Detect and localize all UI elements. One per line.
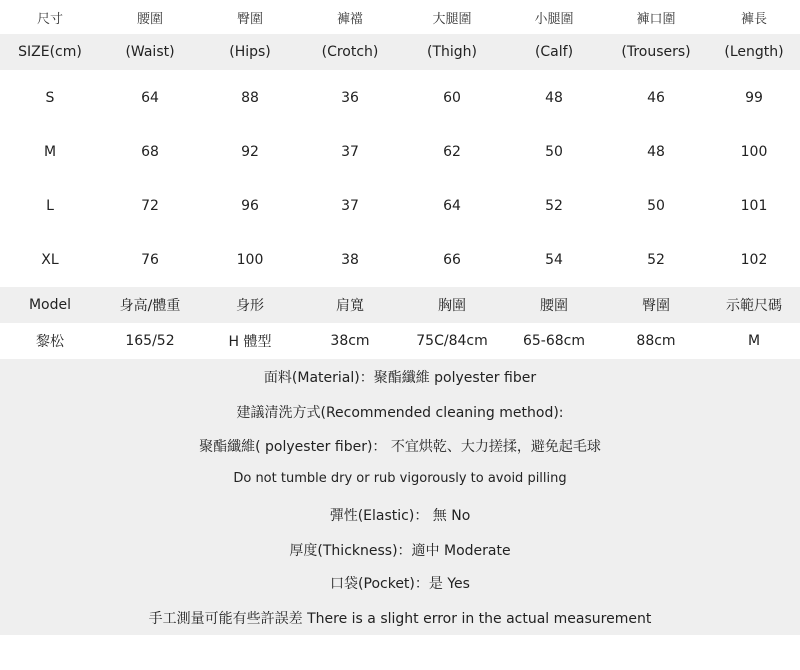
header-length-en: (Length) <box>724 44 784 60</box>
size-row-s <box>0 71 800 125</box>
header-crotch-en: (Crotch) <box>321 44 379 60</box>
header-hips-zh: 臀圍 <box>236 11 263 27</box>
cleaning-instruction-zh: 聚酯纖維( polyester fiber)： 不宜烘乾、大力搓揉，避免起毛球 <box>199 439 601 455</box>
size-row-xl <box>0 233 800 287</box>
table-cell: 76 <box>141 252 159 268</box>
model-waist: 65-68cm <box>522 333 585 349</box>
header-hips-en: (Hips) <box>229 44 271 60</box>
header-thigh-zh: 大腿圍 <box>432 11 472 27</box>
table-cell: 68 <box>141 144 159 160</box>
table-cell: 48 <box>545 90 563 106</box>
table-cell: 72 <box>141 198 159 214</box>
table-cell: 38 <box>341 252 359 268</box>
table-cell: 64 <box>141 90 159 106</box>
pocket-note: 口袋(Pocket)：是 Yes <box>330 576 470 592</box>
material-note: 面料(Material)：聚酯纖維 polyester fiber <box>263 370 537 386</box>
model-body-shape: H 體型 <box>228 334 272 350</box>
model-name: 黎松 <box>36 334 64 350</box>
table-cell: 52 <box>647 252 665 268</box>
table-cell: S <box>45 90 55 106</box>
header-height-weight: 身高/體重 <box>119 298 181 314</box>
table-cell: 36 <box>341 90 359 106</box>
header-calf-zh: 小腿圍 <box>534 11 574 27</box>
model-hips: 88cm <box>636 333 676 349</box>
table-cell: 46 <box>647 90 665 106</box>
table-cell: 62 <box>443 144 461 160</box>
cleaning-method-note: 建議清洗方式(Recommended cleaning method): <box>236 405 564 421</box>
header-size-zh: 尺寸 <box>36 11 63 27</box>
table-cell: 101 <box>740 198 768 214</box>
model-header <box>0 287 800 323</box>
header-calf-en: (Calf) <box>534 44 574 60</box>
header-shoulder: 肩寬 <box>336 298 364 314</box>
table-cell: 92 <box>241 144 259 160</box>
model-chest: 75C/84cm <box>416 333 488 349</box>
header-waist: 腰圍 <box>540 298 568 314</box>
thickness-note: 厚度(Thickness)：適中 Moderate <box>289 543 511 559</box>
size-header-en <box>0 34 800 70</box>
header-hips: 臀圍 <box>642 298 670 314</box>
header-model: Model <box>28 297 72 313</box>
product-notes <box>0 359 800 635</box>
table-cell: 48 <box>647 144 665 160</box>
table-cell: 66 <box>443 252 461 268</box>
size-row-l <box>0 179 800 233</box>
size-row-m <box>0 125 800 179</box>
table-cell: 100 <box>740 144 768 160</box>
table-cell: 37 <box>341 144 359 160</box>
model-sample-size: M <box>747 333 761 349</box>
header-length-zh: 褲長 <box>740 11 767 27</box>
cleaning-instruction-en: Do not tumble dry or rub vigorously to avoid pilling <box>233 471 567 486</box>
table-cell: 50 <box>647 198 665 214</box>
model-height-weight: 165/52 <box>125 333 175 349</box>
table-cell: 52 <box>545 198 563 214</box>
header-thigh-en: (Thigh) <box>427 44 477 60</box>
table-cell: 100 <box>236 252 264 268</box>
size-header-zh <box>0 0 800 34</box>
measurement-error-note: 手工測量可能有些許誤差 There is a slight error in the actual measurement <box>148 611 652 627</box>
header-sample-size: 示範尺碼 <box>726 298 782 314</box>
header-trousers-zh: 褲口圍 <box>636 11 676 27</box>
header-chest: 胸圍 <box>438 298 466 314</box>
table-cell: 64 <box>443 198 461 214</box>
table-cell: XL <box>41 252 59 268</box>
header-trousers-en: (Trousers) <box>621 44 691 60</box>
header-crotch-zh: 褲襠 <box>336 11 363 27</box>
table-cell: 96 <box>241 198 259 214</box>
table-cell: 102 <box>740 252 768 268</box>
header-size-en: SIZE(cm) <box>18 44 82 60</box>
elastic-note: 彈性(Elastic)： 無 No <box>329 508 471 524</box>
table-cell: L <box>46 198 54 214</box>
table-cell: 54 <box>545 252 563 268</box>
model-row <box>0 323 800 359</box>
table-cell: M <box>43 144 57 160</box>
table-cell: 37 <box>341 198 359 214</box>
table-cell: 60 <box>443 90 461 106</box>
table-cell: 99 <box>745 90 763 106</box>
model-shoulder: 38cm <box>330 333 370 349</box>
table-cell: 50 <box>545 144 563 160</box>
table-cell: 88 <box>241 90 259 106</box>
header-waist-zh: 腰圍 <box>136 11 163 27</box>
header-waist-en: (Waist) <box>125 44 175 60</box>
header-body-shape: 身形 <box>236 298 264 314</box>
